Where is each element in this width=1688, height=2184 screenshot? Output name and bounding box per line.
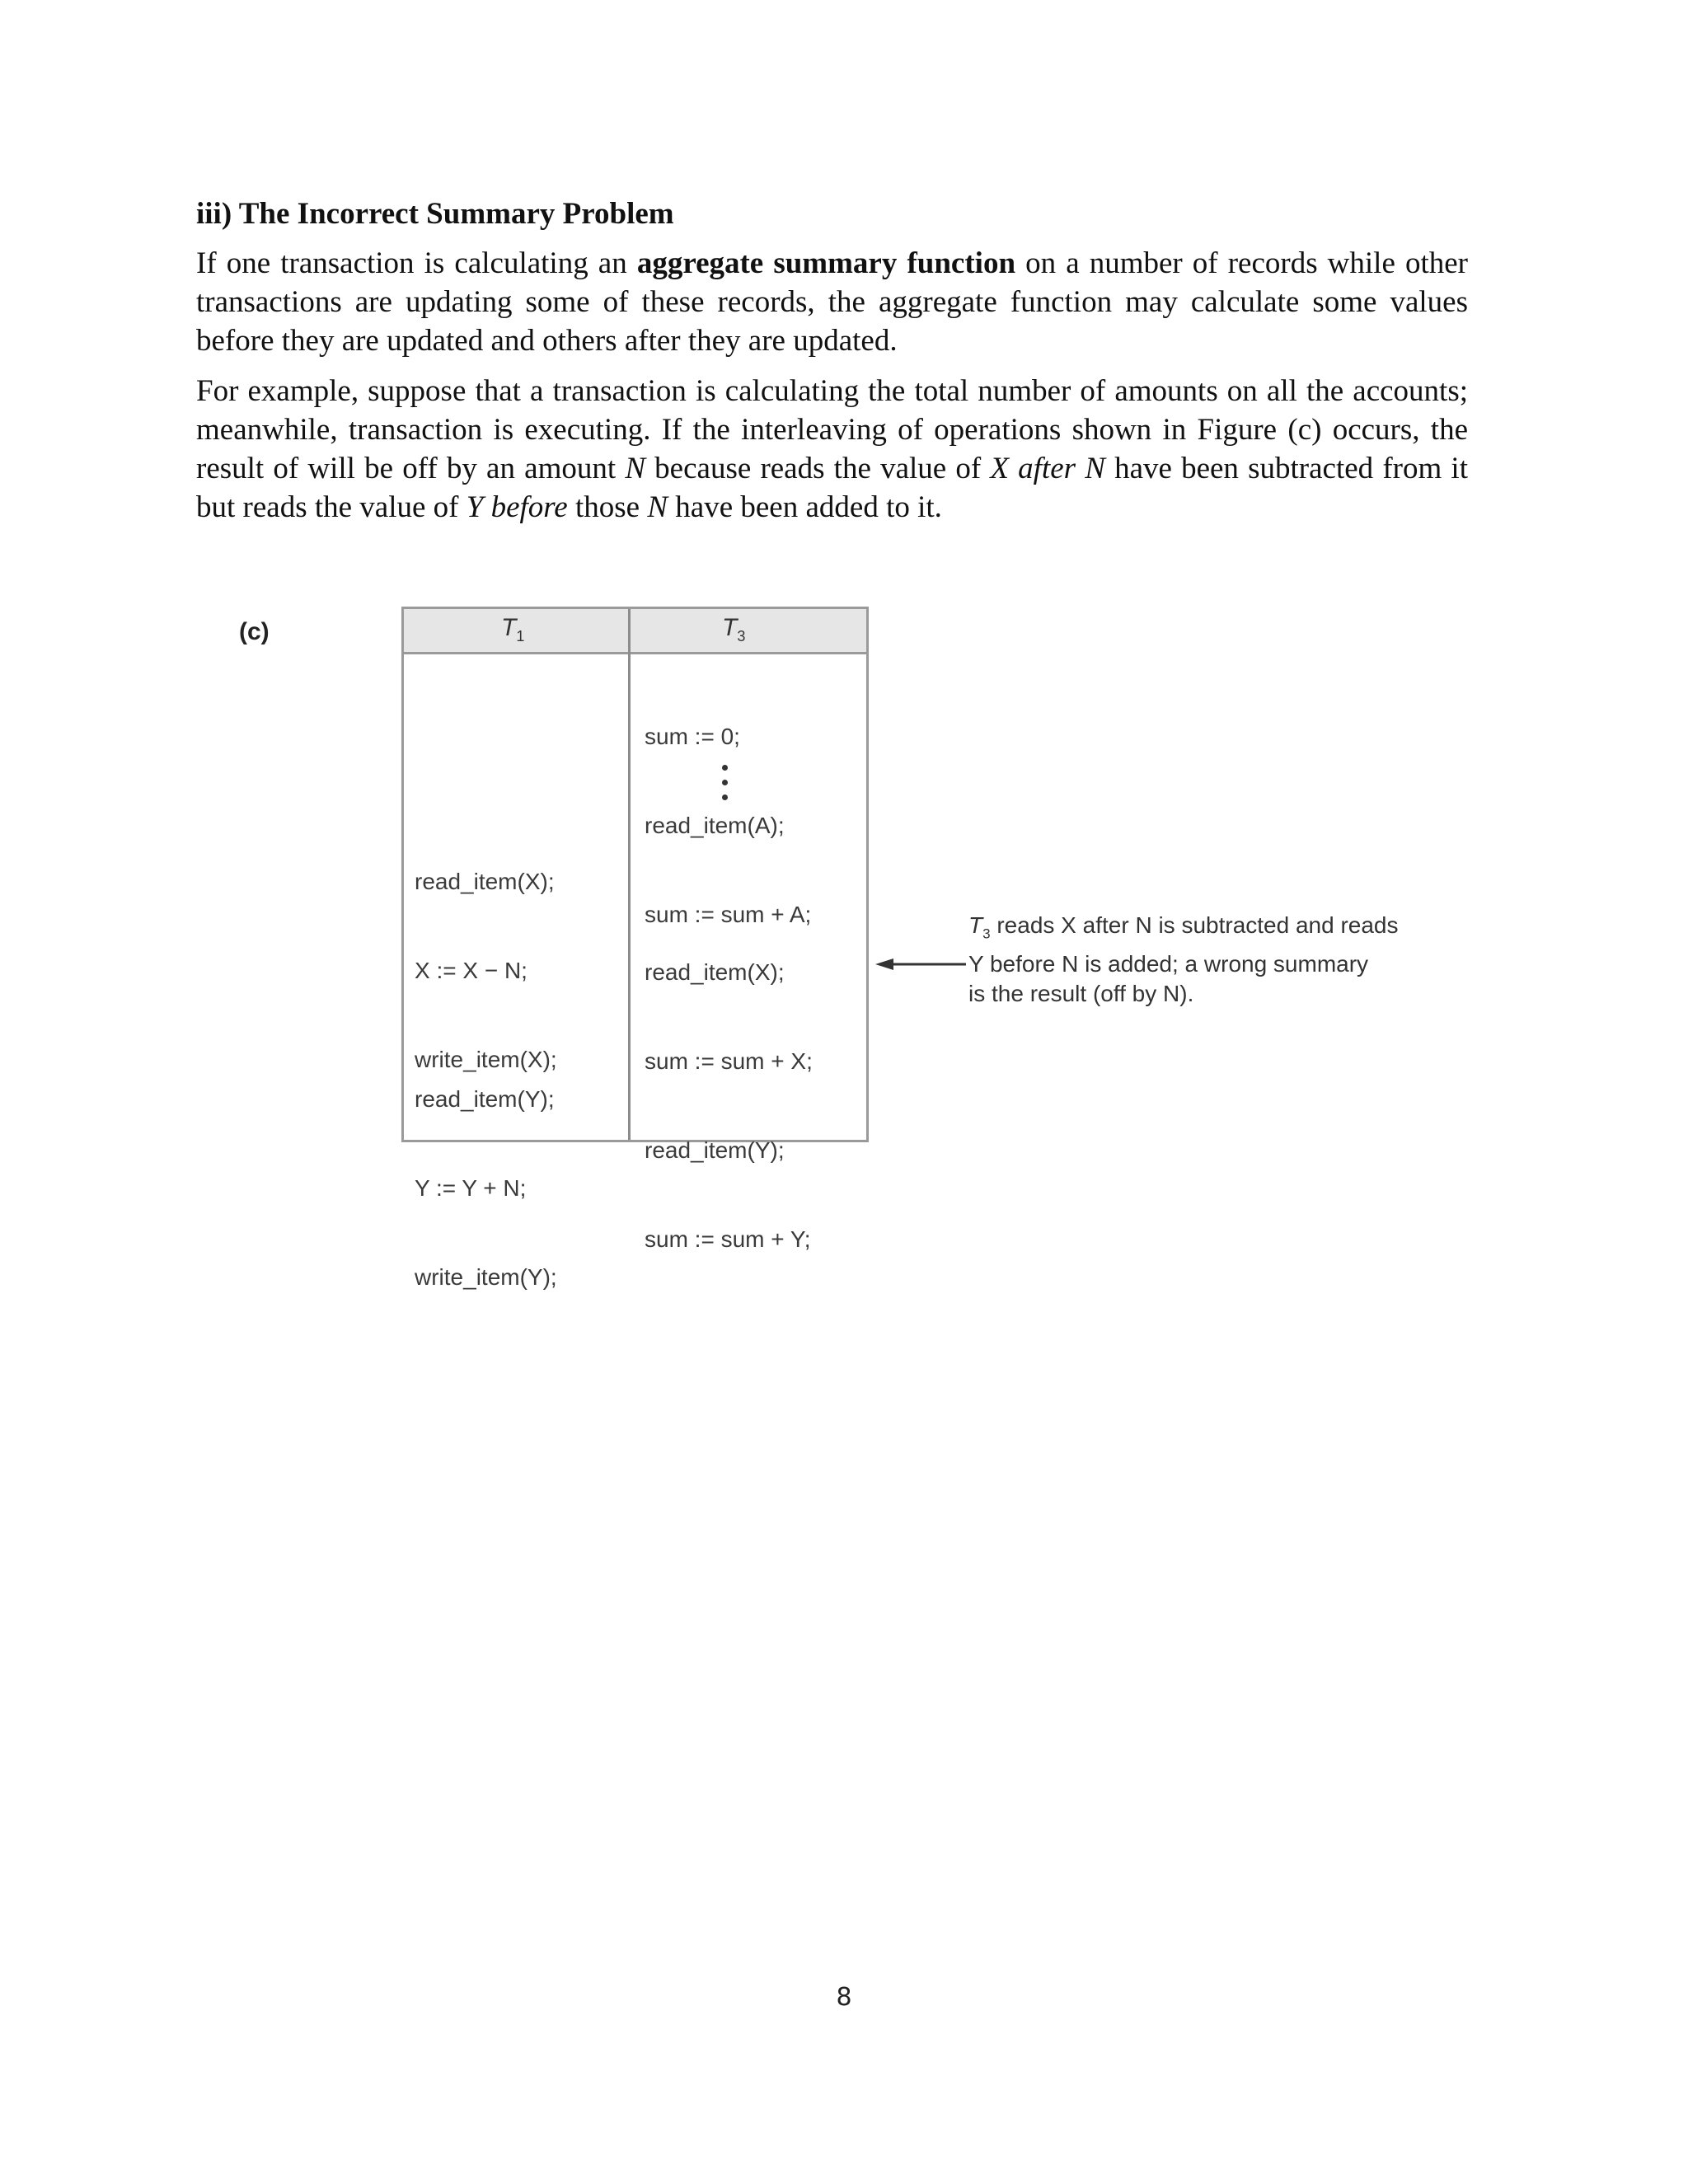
- code-line: write_item(Y);: [415, 1264, 557, 1290]
- code-line: sum := 0;: [645, 724, 740, 749]
- schedule-table-header: [404, 609, 866, 654]
- header-t1-sub: 1: [516, 628, 525, 644]
- code-line: read_item(X);: [415, 869, 555, 894]
- para2-text-c: have been subtracted from it but reads the value of: [196, 452, 1468, 524]
- arrow-left-icon: [875, 956, 966, 972]
- para2-text-a: For example, suppose that a transaction is calculating the total number of amounts on all the accounts; meanwhile, transaction is executing. If the interleaving of operations shown in Figure (c) occurs, the result of will be off by an amount: [196, 374, 1468, 485]
- code-line: sum := sum + A;: [645, 902, 812, 927]
- paragraph-2: [196, 372, 1468, 527]
- header-t3-sub: 3: [737, 628, 746, 644]
- code-line: sum := sum + Y;: [645, 1226, 811, 1252]
- annotation-line-1-rest: reads X after N is subtracted and reads: [990, 912, 1399, 938]
- t3-block-2: [645, 898, 813, 1314]
- header-t3: [722, 614, 745, 645]
- code-line: X := X − N;: [415, 958, 528, 983]
- ellipsis-dots: [722, 765, 729, 809]
- para2-text-d: those: [567, 490, 648, 524]
- code-line: write_item(X);: [415, 1047, 557, 1072]
- code-line: read_item(Y);: [645, 1137, 785, 1163]
- para2-y-before: Y before: [466, 490, 568, 524]
- code-line: Y := Y + N;: [415, 1175, 527, 1201]
- header-t3-letter: T: [722, 614, 738, 641]
- header-t1-letter: T: [501, 614, 517, 641]
- code-line: read_item(Y);: [415, 1086, 555, 1112]
- paragraph-1: [196, 244, 1468, 360]
- annotation-line-2: Y before N is added; a wrong summary: [968, 950, 1369, 977]
- annotation-line-1: [968, 911, 1463, 949]
- code-line: read_item(A);: [645, 813, 785, 838]
- header-t1: [501, 614, 524, 645]
- para2-x-after-n: X after N: [990, 452, 1105, 485]
- dot: [722, 794, 728, 800]
- para2-n2: N: [647, 490, 668, 524]
- para2-text-e: have been added to it.: [668, 490, 942, 524]
- dot: [722, 765, 728, 771]
- figure-annotation: [968, 911, 1463, 1009]
- page-number: 8: [836, 1983, 852, 2012]
- para1-text-a: If one transaction is calculating an: [196, 246, 637, 280]
- para2-text-b: because reads the value of: [645, 452, 991, 485]
- para2-n1: N: [625, 452, 645, 485]
- annotation-t: T: [968, 912, 983, 938]
- para1-bold-term: aggregate summary function: [636, 246, 1016, 280]
- figure-label: (c): [239, 618, 270, 645]
- code-line: sum := sum + X;: [645, 1048, 813, 1074]
- column-divider: [628, 609, 631, 1140]
- section-heading: iii) The Incorrect Summary Problem: [196, 197, 674, 231]
- para1-text-b: on a number of records while other transactions are updating some of these records, the aggregate function may calculate some values before they are updated and others after they are updated.: [196, 246, 1468, 358]
- annotation-line-3: is the result (off by N).: [968, 980, 1194, 1006]
- dot: [722, 780, 728, 785]
- code-line: read_item(X);: [645, 959, 785, 985]
- annotation-sub: 3: [982, 926, 991, 942]
- t1-block-2: [415, 1025, 557, 1352]
